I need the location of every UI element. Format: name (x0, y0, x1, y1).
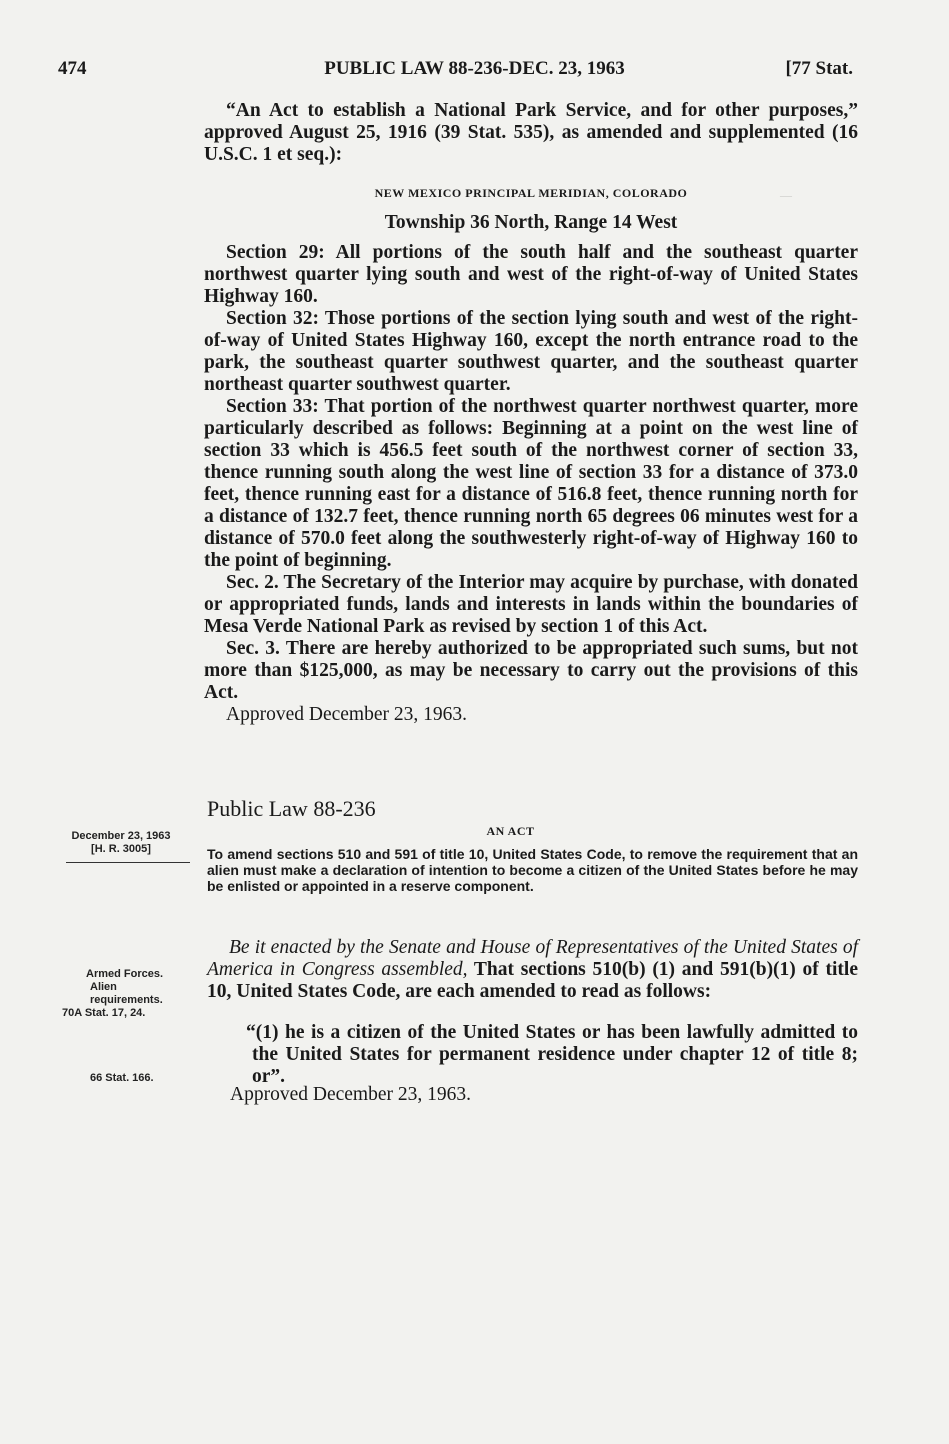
date-margin-note (60, 830, 182, 856)
approved-line-1: Approved December 23, 1963. (226, 704, 467, 725)
date-note: December 23, 1963 (71, 830, 171, 842)
section-33: Section 33: That portion of the northwest quarter northwest quarter, more particularly described as follows: Beginning at a point on the west line of section 33 which is 456.5 feet south of the northwest corner of section 33, thence running south along the west line of section 33 for a distance of 373.0 feet, thence running east for a distance of 516.8 feet, thence running north for a distance of 132.7 feet, thence running north 65 degrees 06 minutes west for a distance of 570.0 feet along the southwesterly right-of-way of Highway 160 to the point of beginning. (204, 396, 858, 571)
section-32: Section 32: Those portions of the section lying south and west of the right-of-way of United States Highway 160, except the north entrance road to the park, the southeast quarter southwest quarter, and the southeast quarter northeast quarter southwest quarter. (204, 308, 858, 395)
quoted-amendment: “(1) he is a citizen of the United States or has been lawfully admitted to the United States for permanent residence under chapter 12 of title 8; or”. (246, 1022, 858, 1087)
enacting-italic: Be it enacted by the Senate and House of Representatives of the United States of America in Congress assembled, (207, 937, 858, 980)
bleed-through-note: — (780, 188, 792, 202)
margin-rule (66, 862, 190, 863)
note-70a-stat: 70A Stat. 17, 24. (62, 1007, 146, 1019)
act-summary: To amend sections 510 and 591 of title 10, United States Code, to remove the requirement that an alien must make a declaration of intention to become a citizen of the United States before he may be enlisted or appointed in a reserve component. (207, 846, 858, 894)
running-title: PUBLIC LAW 88-236-DEC. 23, 1963 (324, 58, 625, 79)
township-heading: Township 36 North, Range 14 West (384, 212, 678, 233)
armed-forces-margin-note (58, 968, 188, 1020)
note-alien-requirements: Alien requirements. (90, 981, 163, 1006)
public-law-title: Public Law 88-236 (207, 796, 376, 821)
page-number: 474 (58, 58, 87, 79)
approved-line-2: Approved December 23, 1963. (230, 1084, 471, 1105)
stat-reference: [77 Stat. (785, 58, 853, 79)
note-armed-forces: Armed Forces. (86, 968, 164, 980)
previous-act-block (204, 100, 858, 726)
bill-note: [H. R. 3005] (91, 843, 151, 855)
enacting-rest: That sections 510(b) (1) and 591(b)(1) of title 10, United States Code, are each amended to read as follows: (207, 959, 859, 1002)
enacting-clause (207, 937, 858, 1003)
sec-3: Sec. 3. There are hereby authorized to be appropriated such sums, but not more than $125,000, as may be necessary to carry out the provisions of this Act. (204, 638, 858, 703)
an-act-heading: AN ACT (486, 824, 535, 838)
sec-2: Sec. 2. The Secretary of the Interior may acquire by purchase, with donated or appropriated funds, lands and interests in lands within the boundaries of Mesa Verde National Park as revised by section 1 of this Act. (204, 572, 858, 637)
section-29: Section 29: All portions of the south half and the southeast quarter northwest quarter lying south and west of the right-of-way of United States Highway 160. (204, 242, 858, 307)
page-header (0, 58, 949, 88)
note-66-stat: 66 Stat. 166. (90, 1072, 154, 1084)
opening-paragraph: “An Act to establish a National Park Service, and for other purposes,” approved August 25, 1916 (39 Stat. 535), as amended and supplemented (16 U.S.C. 1 et seq.): (204, 100, 858, 165)
meridian-heading: NEW MEXICO PRINCIPAL MERIDIAN, COLORADO (374, 186, 688, 200)
